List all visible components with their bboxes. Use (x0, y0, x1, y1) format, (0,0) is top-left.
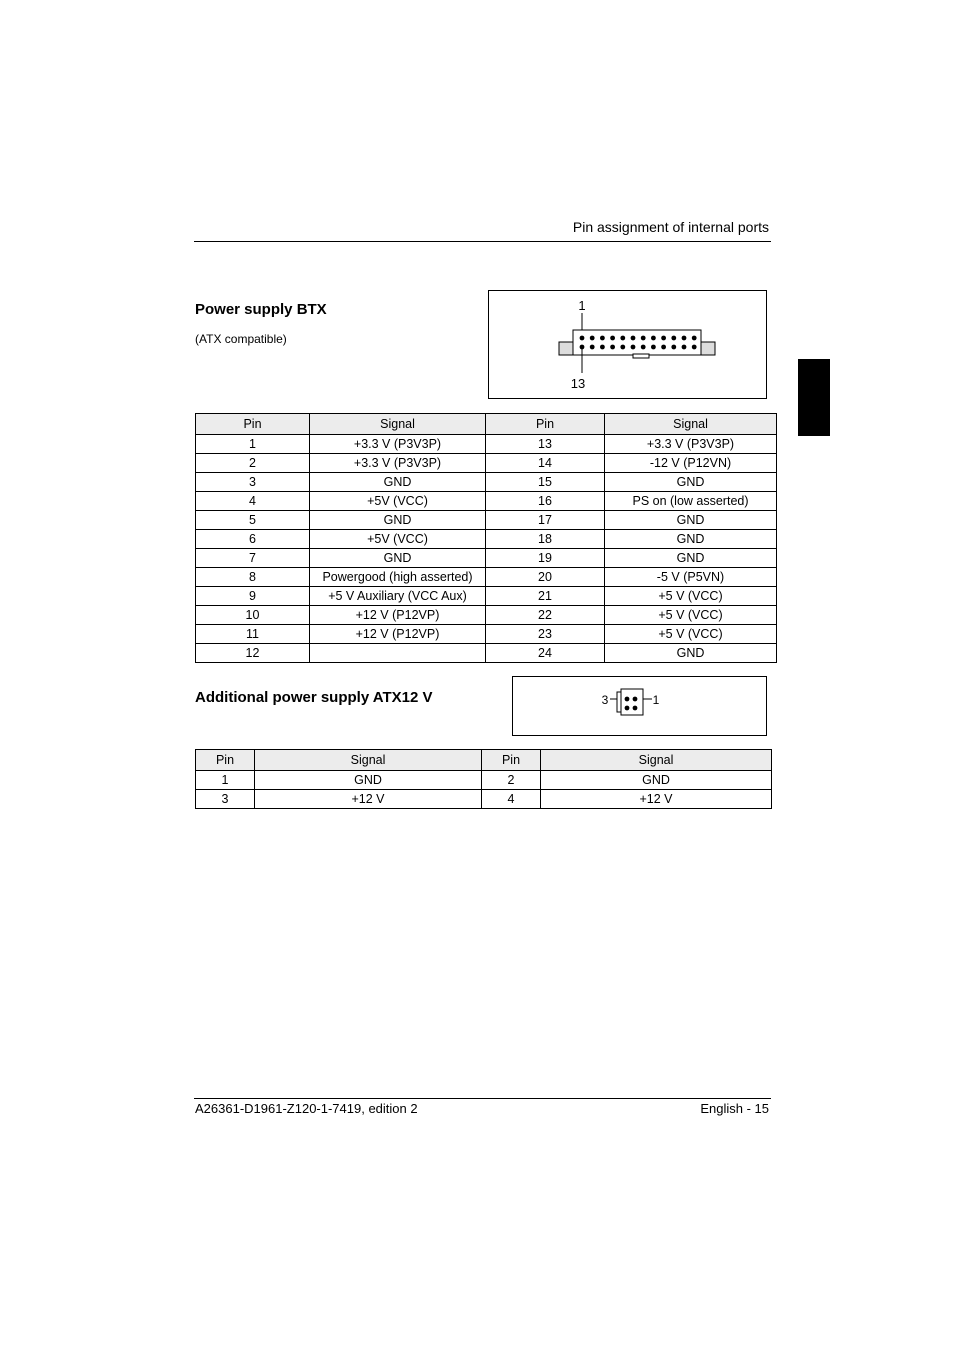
pin-cell: 4 (196, 492, 310, 511)
atx12-connector-svg (513, 677, 766, 735)
btx-pin-2 (590, 336, 595, 341)
btx-pin-6 (631, 336, 636, 341)
pin-cell: 1 (196, 435, 310, 454)
btx-pin-18 (631, 345, 636, 350)
pin-cell: 10 (196, 606, 310, 625)
atx12-pin-table (195, 749, 772, 809)
btx-subtitle: (ATX compatible) (195, 332, 287, 346)
pin-cell: 1 (196, 771, 255, 790)
btx-pin-16 (610, 345, 615, 350)
table-row (196, 606, 777, 625)
signal-cell: PS on (low asserted) (605, 492, 777, 511)
btx-pin-1 (580, 336, 585, 341)
pin-cell: 11 (196, 625, 310, 644)
footer-page-number: English - 15 (700, 1101, 769, 1116)
table-row (196, 549, 777, 568)
btx-connector-svg (489, 291, 766, 398)
btx-pin-8 (651, 336, 656, 341)
btx-connector-diagram (488, 290, 767, 399)
btx-pin-19 (641, 345, 646, 350)
btx-key-notch (633, 354, 649, 358)
signal-cell: GND (605, 530, 777, 549)
signal-cell: +3.3 V (P3V3P) (310, 435, 486, 454)
pin-cell: 3 (196, 473, 310, 492)
btx-col-signal-right: Signal (605, 414, 777, 435)
pin-cell: 18 (486, 530, 605, 549)
pin-cell: 8 (196, 568, 310, 587)
pin-cell: 24 (486, 644, 605, 663)
btx-pin-7 (641, 336, 646, 341)
atx12-col-signal-left: Signal (255, 750, 482, 771)
pin-cell: 6 (196, 530, 310, 549)
btx-pin13-label: 13 (570, 376, 586, 391)
atx12-pin3-label: 3 (601, 693, 609, 707)
pin-cell: 16 (486, 492, 605, 511)
signal-cell (310, 644, 486, 663)
signal-cell: -5 V (P5VN) (605, 568, 777, 587)
btx-pin-12 (692, 336, 697, 341)
pin-cell: 3 (196, 790, 255, 809)
atx12-col-pin-left: Pin (196, 750, 255, 771)
pin-cell: 14 (486, 454, 605, 473)
pin-cell: 2 (196, 454, 310, 473)
atx12-col-signal-right: Signal (541, 750, 772, 771)
table-row (196, 587, 777, 606)
table-row (196, 530, 777, 549)
pin-cell: 5 (196, 511, 310, 530)
btx-col-signal-left: Signal (310, 414, 486, 435)
pin-cell: 21 (486, 587, 605, 606)
btx-pin-17 (620, 345, 625, 350)
table-row (196, 568, 777, 587)
btx-pin-4 (610, 336, 615, 341)
btx-pin-23 (682, 345, 687, 350)
table-row (196, 644, 777, 663)
signal-cell: +5 V (VCC) (605, 625, 777, 644)
pin-cell: 23 (486, 625, 605, 644)
btx-latch-right (701, 342, 715, 355)
language-tab-marker (798, 359, 830, 436)
btx-pin-14 (590, 345, 595, 350)
btx-pin-22 (671, 345, 676, 350)
table-row (196, 511, 777, 530)
signal-cell: +5 V (VCC) (605, 587, 777, 606)
signal-cell: GND (255, 771, 482, 790)
signal-cell: +5 V (VCC) (605, 606, 777, 625)
atx12-pin-4 (625, 706, 630, 711)
footer-document-id: A26361-D1961-Z120-1-7419, edition 2 (195, 1101, 418, 1116)
btx-pin1-label: 1 (578, 298, 586, 313)
pin-cell: 12 (196, 644, 310, 663)
btx-pin-table (195, 413, 777, 663)
btx-pin-21 (661, 345, 666, 350)
signal-cell: GND (310, 473, 486, 492)
table-row (196, 771, 772, 790)
btx-col-pin-right: Pin (486, 414, 605, 435)
atx12-col-pin-right: Pin (482, 750, 541, 771)
signal-cell: +3.3 V (P3V3P) (605, 435, 777, 454)
signal-cell: +12 V (P12VP) (310, 606, 486, 625)
signal-cell: +12 V (255, 790, 482, 809)
signal-cell: GND (310, 511, 486, 530)
atx12-pin-2 (633, 706, 638, 711)
signal-cell: +5V (VCC) (310, 530, 486, 549)
btx-pin-10 (671, 336, 676, 341)
atx12-connector-diagram (512, 676, 767, 736)
signal-cell: +12 V (P12VP) (310, 625, 486, 644)
pin-cell: 4 (482, 790, 541, 809)
pin-cell: 9 (196, 587, 310, 606)
signal-cell: GND (605, 473, 777, 492)
pin-cell: 13 (486, 435, 605, 454)
signal-cell: GND (605, 644, 777, 663)
btx-col-pin-left: Pin (196, 414, 310, 435)
signal-cell: Powergood (high asserted) (310, 568, 486, 587)
btx-pin-20 (651, 345, 656, 350)
header-rule (194, 241, 771, 242)
pin-cell: 17 (486, 511, 605, 530)
signal-cell: GND (605, 511, 777, 530)
signal-cell: +5 V Auxiliary (VCC Aux) (310, 587, 486, 606)
table-row (196, 625, 777, 644)
table-row (196, 454, 777, 473)
pin-cell: 22 (486, 606, 605, 625)
atx12-table-header-row (196, 750, 772, 771)
table-row (196, 790, 772, 809)
table-row (196, 435, 777, 454)
signal-cell: +5V (VCC) (310, 492, 486, 511)
footer-rule (194, 1098, 771, 1099)
table-row (196, 473, 777, 492)
table-row (196, 492, 777, 511)
btx-pin-13 (580, 345, 585, 350)
pin-cell: 15 (486, 473, 605, 492)
signal-cell: +12 V (541, 790, 772, 809)
btx-pin-24 (692, 345, 697, 350)
pin-cell: 20 (486, 568, 605, 587)
signal-cell: GND (605, 549, 777, 568)
btx-pin-3 (600, 336, 605, 341)
btx-table-header-row (196, 414, 777, 435)
atx12-pin-1 (633, 697, 638, 702)
btx-pin-11 (682, 336, 687, 341)
btx-pin-5 (620, 336, 625, 341)
signal-cell: GND (310, 549, 486, 568)
atx12-connector-body (621, 689, 643, 715)
signal-cell: -12 V (P12VN) (605, 454, 777, 473)
pin-cell: 19 (486, 549, 605, 568)
atx12-pin1-label: 1 (652, 693, 660, 707)
atx12-pin-3 (625, 697, 630, 702)
pin-cell: 7 (196, 549, 310, 568)
running-header: Pin assignment of internal ports (572, 219, 769, 235)
atx12-section-title: Additional power supply ATX12 V (195, 689, 433, 706)
pin-cell: 2 (482, 771, 541, 790)
btx-section-title: Power supply BTX (195, 301, 327, 318)
btx-pin-15 (600, 345, 605, 350)
signal-cell: +3.3 V (P3V3P) (310, 454, 486, 473)
btx-pin-9 (661, 336, 666, 341)
btx-latch-left (559, 342, 573, 355)
btx-connector-body (573, 330, 701, 355)
signal-cell: GND (541, 771, 772, 790)
